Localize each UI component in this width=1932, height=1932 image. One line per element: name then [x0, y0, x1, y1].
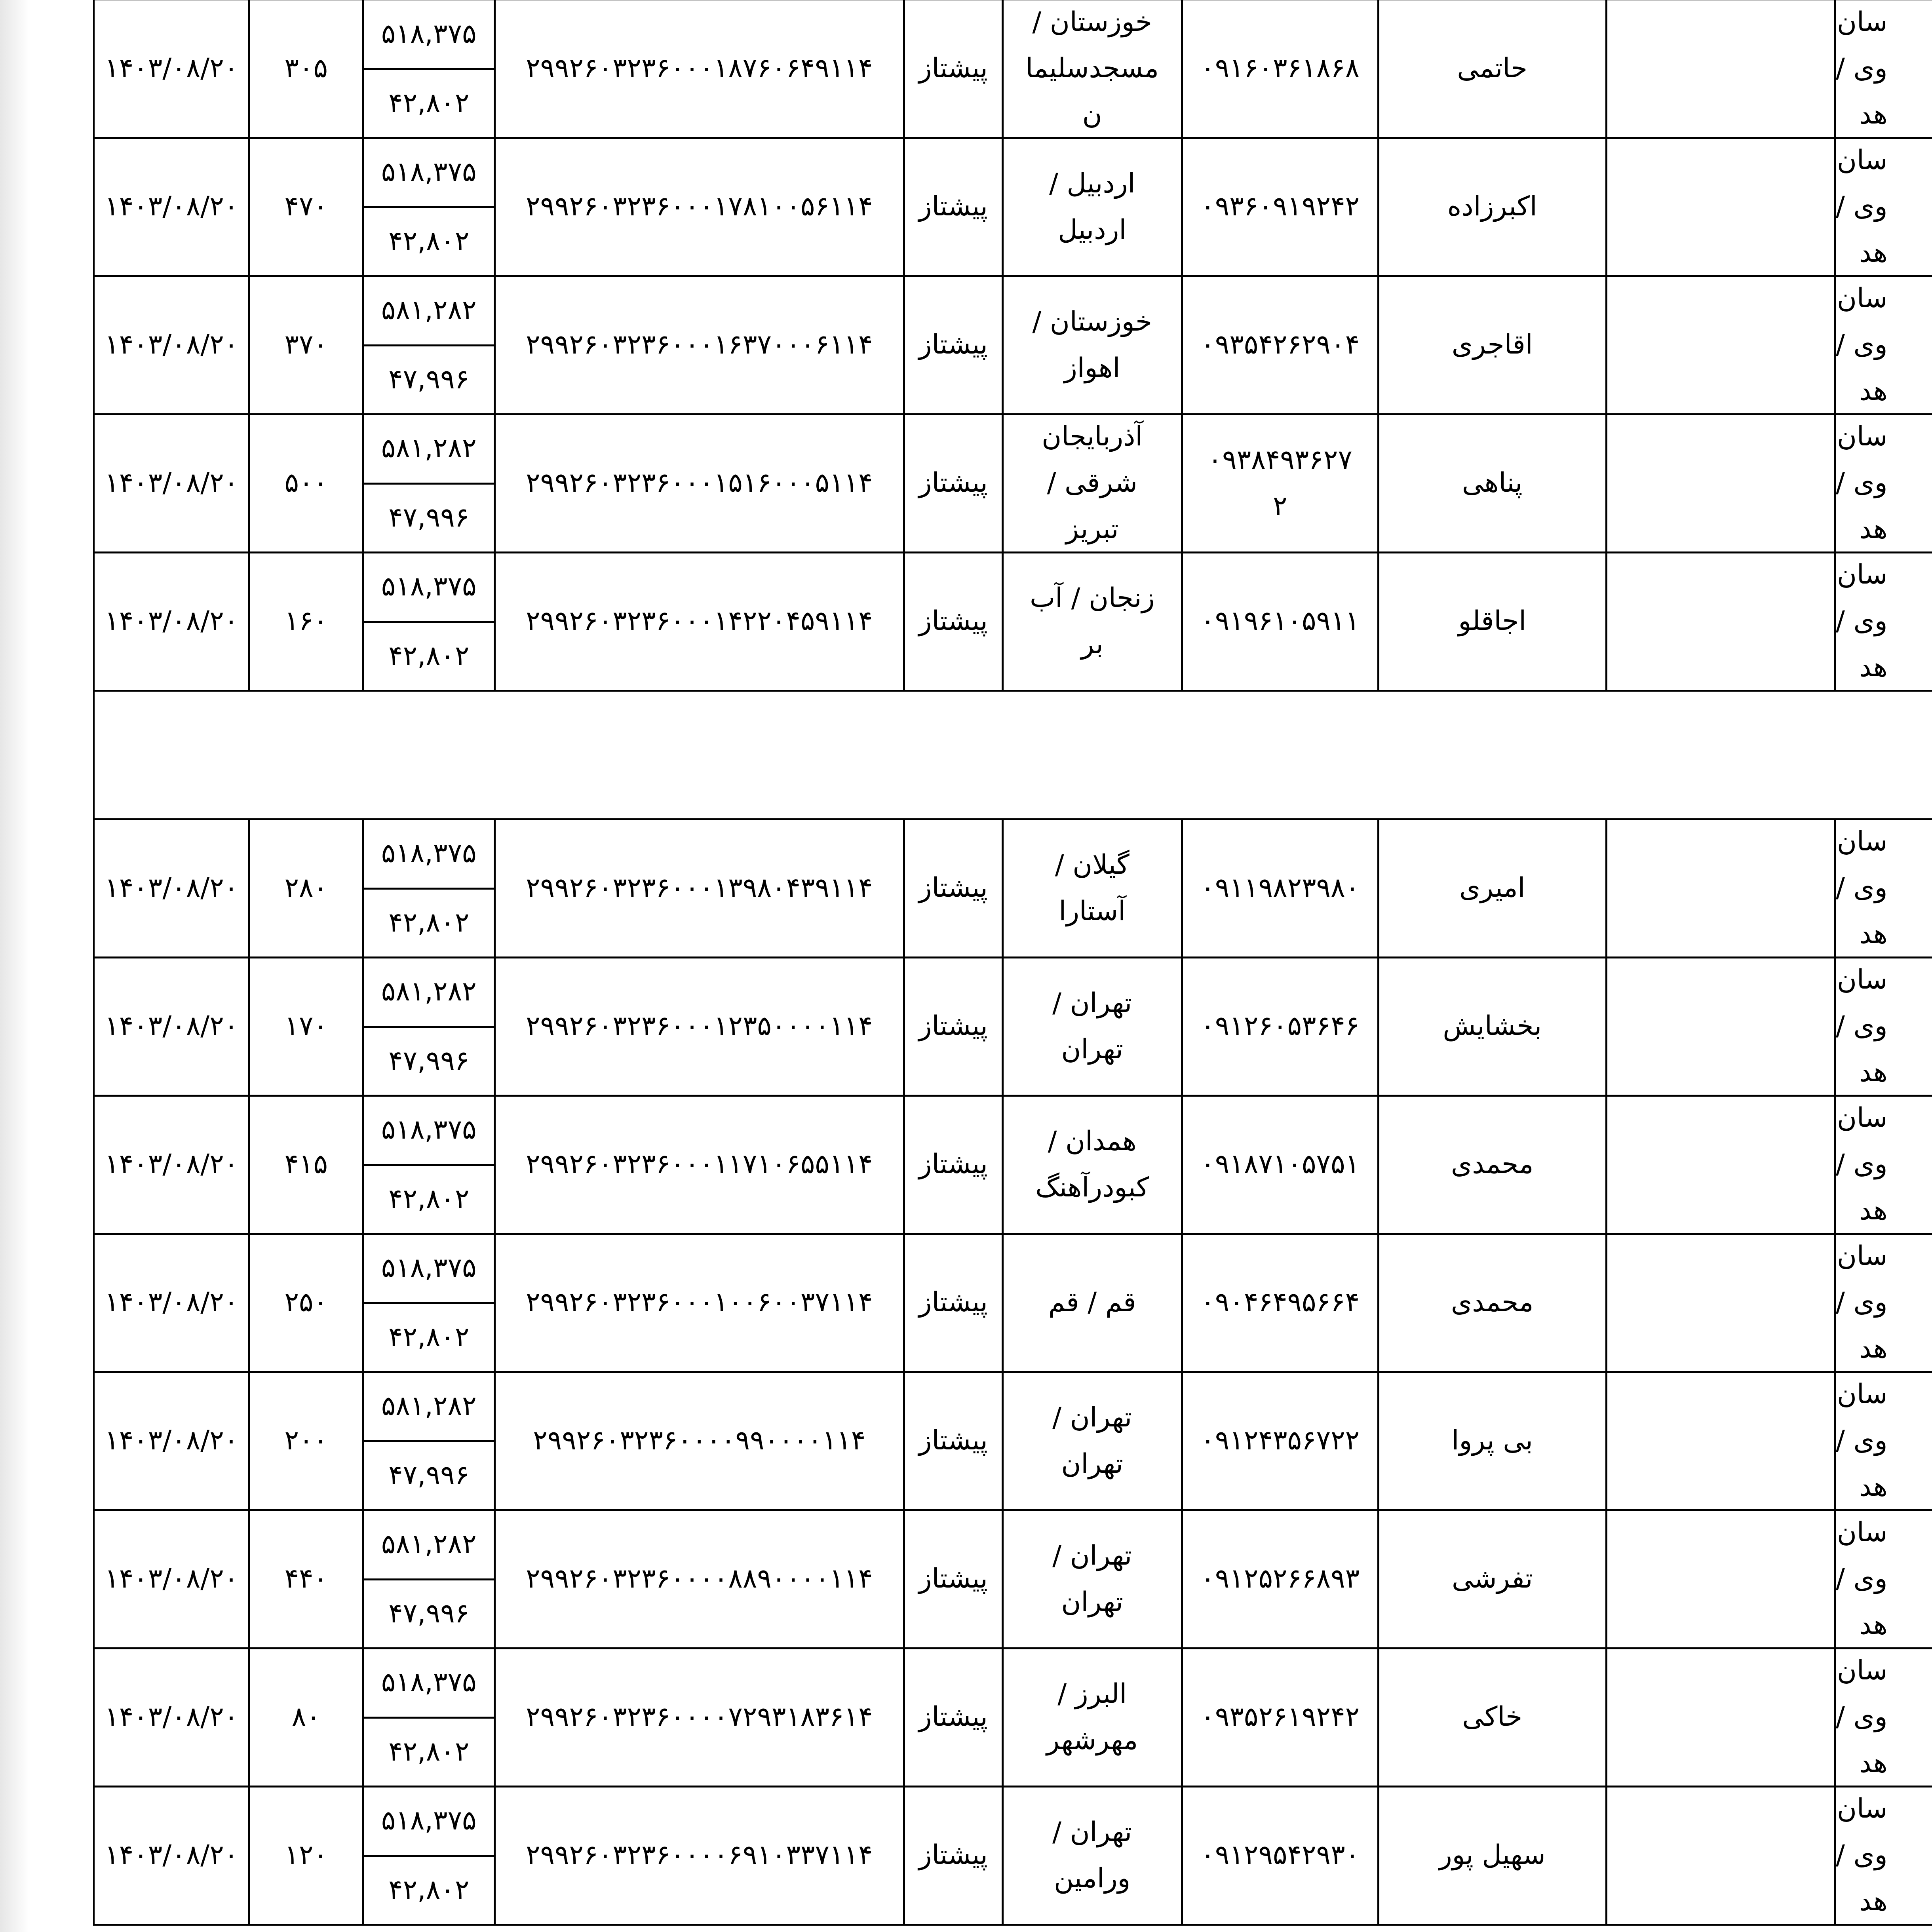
empty-cell	[1605, 956, 1836, 1097]
tax-cell: ۴۲,۸۰۲	[362, 1855, 496, 1926]
weight-cell: ۴۴۰	[248, 1509, 364, 1649]
date-cell: ۱۴۰۳/۰۸/۲۰	[93, 413, 250, 553]
empty-cell	[1605, 1647, 1836, 1787]
phone-cell: ۰۹۱۲۴۳۵۶۷۲۲	[1181, 1371, 1379, 1511]
service-type-cell: پیشتاز	[903, 0, 1004, 139]
destination-cell: همدان / کبودرآهنگ	[1002, 1095, 1183, 1235]
phone-cell: ۰۹۳۵۴۲۶۲۹۰۴	[1181, 275, 1379, 415]
weight-cell: ۳۷۰	[248, 275, 364, 415]
recipient-name-cell: اقاجری	[1377, 275, 1607, 415]
recipient-name-cell: سهیل پور	[1377, 1786, 1607, 1926]
phone-cell: ۰۹۰۴۶۴۹۵۶۶۴	[1181, 1233, 1379, 1373]
tax-cell: ۴۲,۸۰۲	[362, 1717, 496, 1787]
amount-cell: ۵۸۱,۲۸۲	[362, 956, 496, 1028]
empty-cell	[1605, 1786, 1836, 1926]
tax-cell: ۴۷,۹۹۶	[362, 344, 496, 415]
tracking-number-cell: ۲۹۹۲۶۰۳۲۳۶۰۰۰۱۵۱۶۰۰۰۵۱۱۴	[494, 413, 905, 553]
origin-cell: سان وی / هد	[1834, 1371, 1932, 1511]
recipient-name-cell: تفرشی	[1377, 1509, 1607, 1649]
amount-cell: ۵۱۸,۳۷۵	[362, 551, 496, 623]
origin-cell: سان وی / هد	[1834, 1233, 1932, 1373]
date-cell: ۱۴۰۳/۰۸/۲۰	[93, 137, 250, 277]
tracking-number-cell: ۲۹۹۲۶۰۳۲۳۶۰۰۰۱۳۹۸۰۴۳۹۱۱۴	[494, 818, 905, 958]
origin-cell: سان وی / هد	[1834, 1786, 1932, 1926]
amount-cell: ۵۱۸,۳۷۵	[362, 137, 496, 208]
phone-cell: ۰۹۱۶۰۳۶۱۸۶۸	[1181, 0, 1379, 139]
phone-cell: ۰۹۱۸۷۱۰۵۷۵۱	[1181, 1095, 1379, 1235]
recipient-name-cell: بی پروا	[1377, 1371, 1607, 1511]
tracking-number-cell: ۲۹۹۲۶۰۳۲۳۶۰۰۰۰۷۲۹۳۱۸۳۶۱۴	[494, 1647, 905, 1787]
recipient-name-cell: اکبرزاده	[1377, 137, 1607, 277]
date-cell: ۱۴۰۳/۰۸/۲۰	[93, 0, 250, 139]
origin-cell: سان وی / هد	[1834, 0, 1932, 139]
phone-cell: ۰۹۱۹۶۱۰۵۹۱۱	[1181, 551, 1379, 692]
origin-cell: سان وی / هد	[1834, 818, 1932, 958]
page-break-gap	[93, 690, 1932, 818]
destination-cell: البرز / مهرشهر	[1002, 1647, 1183, 1787]
destination-cell: تهران / تهران	[1002, 956, 1183, 1097]
empty-cell	[1605, 1509, 1836, 1649]
service-type-cell: پیشتاز	[903, 1509, 1004, 1649]
weight-cell: ۱۶۰	[248, 551, 364, 692]
destination-cell: اردبیل / اردبیل	[1002, 137, 1183, 277]
weight-cell: ۳۰۵	[248, 0, 364, 139]
service-type-cell: پیشتاز	[903, 551, 1004, 692]
origin-cell: سان وی / هد	[1834, 956, 1932, 1097]
amount-cell: ۵۱۸,۳۷۵	[362, 1095, 496, 1166]
service-type-cell: پیشتاز	[903, 1095, 1004, 1235]
amount-cell: ۵۸۱,۲۸۲	[362, 1371, 496, 1442]
tax-cell: ۴۷,۹۹۶	[362, 1578, 496, 1649]
date-cell: ۱۴۰۳/۰۸/۲۰	[93, 551, 250, 692]
empty-cell	[1605, 1371, 1836, 1511]
recipient-name-cell: محمدی	[1377, 1095, 1607, 1235]
service-type-cell: پیشتاز	[903, 818, 1004, 958]
service-type-cell: پیشتاز	[903, 1233, 1004, 1373]
destination-cell: آذربایجان شرقی / تبریز	[1002, 413, 1183, 553]
date-cell: ۱۴۰۳/۰۸/۲۰	[93, 1095, 250, 1235]
tax-cell: ۴۷,۹۹۶	[362, 1026, 496, 1097]
amount-cell: ۵۸۱,۲۸۲	[362, 275, 496, 346]
date-cell: ۱۴۰۳/۰۸/۲۰	[93, 1509, 250, 1649]
destination-cell: تهران / ورامین	[1002, 1786, 1183, 1926]
weight-cell: ۲۵۰	[248, 1233, 364, 1373]
origin-cell: سان وی / هد	[1834, 413, 1932, 553]
destination-cell: قم / قم	[1002, 1233, 1183, 1373]
date-cell: ۱۴۰۳/۰۸/۲۰	[93, 956, 250, 1097]
recipient-name-cell: محمدی	[1377, 1233, 1607, 1373]
origin-cell: سان وی / هد	[1834, 275, 1932, 415]
date-cell: ۱۴۰۳/۰۸/۲۰	[93, 275, 250, 415]
weight-cell: ۲۸۰	[248, 818, 364, 958]
tax-cell: ۴۲,۸۰۲	[362, 1302, 496, 1373]
date-cell: ۱۴۰۳/۰۸/۲۰	[93, 1371, 250, 1511]
tracking-number-cell: ۲۹۹۲۶۰۳۲۳۶۰۰۰۱۸۷۶۰۶۴۹۱۱۴	[494, 0, 905, 139]
date-cell: ۱۴۰۳/۰۸/۲۰	[93, 1786, 250, 1926]
amount-cell: ۵۱۸,۳۷۵	[362, 1647, 496, 1719]
destination-cell: تهران / تهران	[1002, 1371, 1183, 1511]
weight-cell: ۵۰۰	[248, 413, 364, 553]
origin-cell: سان وی / هد	[1834, 137, 1932, 277]
destination-cell: زنجان / آب بر	[1002, 551, 1183, 692]
page-edge-shadow	[0, 0, 29, 1932]
phone-cell: ۰۹۳۸۴۹۳۶۲۷ ۲	[1181, 413, 1379, 553]
empty-cell	[1605, 1095, 1836, 1235]
weight-cell: ۴۷۰	[248, 137, 364, 277]
service-type-cell: پیشتاز	[903, 413, 1004, 553]
phone-cell: ۰۹۳۶۰۹۱۹۲۴۲	[1181, 137, 1379, 277]
tax-cell: ۴۷,۹۹۶	[362, 1440, 496, 1511]
origin-cell: سان وی / هد	[1834, 551, 1932, 692]
origin-cell: سان وی / هد	[1834, 1647, 1932, 1787]
service-type-cell: پیشتاز	[903, 275, 1004, 415]
tracking-number-cell: ۲۹۹۲۶۰۳۲۳۶۰۰۰۱۲۳۵۰۰۰۰۱۱۴	[494, 956, 905, 1097]
shipment-list[interactable]	[93, 0, 1932, 1932]
amount-cell: ۵۱۸,۳۷۵	[362, 818, 496, 890]
phone-cell: ۰۹۱۱۹۸۲۳۹۸۰	[1181, 818, 1379, 958]
amount-cell: ۵۸۱,۲۸۲	[362, 1509, 496, 1580]
phone-cell: ۰۹۱۲۶۰۵۳۶۴۶	[1181, 956, 1379, 1097]
recipient-name-cell: اجاقلو	[1377, 551, 1607, 692]
service-type-cell: پیشتاز	[903, 1371, 1004, 1511]
amount-cell: ۵۱۸,۳۷۵	[362, 1233, 496, 1304]
tax-cell: ۴۲,۸۰۲	[362, 888, 496, 958]
destination-cell: خوزستان / اهواز	[1002, 275, 1183, 415]
weight-cell: ۱۷۰	[248, 956, 364, 1097]
recipient-name-cell: پناهی	[1377, 413, 1607, 553]
phone-cell: ۰۹۱۲۵۲۶۶۸۹۳	[1181, 1509, 1379, 1649]
origin-cell: سان وی / هد	[1834, 1509, 1932, 1649]
empty-cell	[1605, 818, 1836, 958]
weight-cell: ۲۰۰	[248, 1371, 364, 1511]
tracking-number-cell: ۲۹۹۲۶۰۳۲۳۶۰۰۰۱۴۲۲۰۴۵۹۱۱۴	[494, 551, 905, 692]
recipient-name-cell: امیری	[1377, 818, 1607, 958]
tracking-number-cell: ۲۹۹۲۶۰۳۲۳۶۰۰۰۰۸۸۹۰۰۰۰۱۱۴	[494, 1509, 905, 1649]
date-cell: ۱۴۰۳/۰۸/۲۰	[93, 1647, 250, 1787]
destination-cell: خوزستان / مسجدسلیما ن	[1002, 0, 1183, 139]
tracking-number-cell: ۲۹۹۲۶۰۳۲۳۶۰۰۰۱۷۸۱۰۰۵۶۱۱۴	[494, 137, 905, 277]
origin-cell: سان وی / هد	[1834, 1095, 1932, 1235]
tracking-number-cell: ۲۹۹۲۶۰۳۲۳۶۰۰۰۱۰۰۶۰۰۳۷۱۱۴	[494, 1233, 905, 1373]
tracking-number-cell: ۲۹۹۲۶۰۳۲۳۶۰۰۰۰۹۹۰۰۰۰۱۱۴	[494, 1371, 905, 1511]
service-type-cell: پیشتاز	[903, 956, 1004, 1097]
recipient-name-cell: خاکی	[1377, 1647, 1607, 1787]
tracking-number-cell: ۲۹۹۲۶۰۳۲۳۶۰۰۰۱۱۷۱۰۶۵۵۱۱۴	[494, 1095, 905, 1235]
tracking-number-cell: ۲۹۹۲۶۰۳۲۳۶۰۰۰۱۶۳۷۰۰۰۶۱۱۴	[494, 275, 905, 415]
destination-cell: تهران / تهران	[1002, 1509, 1183, 1649]
tax-cell: ۴۲,۸۰۲	[362, 206, 496, 277]
amount-cell: ۵۱۸,۳۷۵	[362, 1786, 496, 1857]
date-cell: ۱۴۰۳/۰۸/۲۰	[93, 818, 250, 958]
destination-cell: گیلان / آستارا	[1002, 818, 1183, 958]
weight-cell: ۴۱۵	[248, 1095, 364, 1235]
service-type-cell: پیشتاز	[903, 137, 1004, 277]
tracking-number-cell: ۲۹۹۲۶۰۳۲۳۶۰۰۰۰۶۹۱۰۳۳۷۱۱۴	[494, 1786, 905, 1926]
phone-cell: ۰۹۱۲۹۵۴۲۹۳۰	[1181, 1786, 1379, 1926]
service-type-cell: پیشتاز	[903, 1786, 1004, 1926]
tax-cell: ۴۲,۸۰۲	[362, 621, 496, 692]
phone-cell: ۰۹۳۵۲۶۱۹۲۴۲	[1181, 1647, 1379, 1787]
empty-cell	[1605, 1233, 1836, 1373]
weight-cell: ۸۰	[248, 1647, 364, 1787]
recipient-name-cell: بخشایش	[1377, 956, 1607, 1097]
recipient-name-cell: حاتمی	[1377, 0, 1607, 139]
date-cell: ۱۴۰۳/۰۸/۲۰	[93, 1233, 250, 1373]
weight-cell: ۱۲۰	[248, 1786, 364, 1926]
amount-cell: ۵۱۸,۳۷۵	[362, 0, 496, 70]
service-type-cell: پیشتاز	[903, 1647, 1004, 1787]
shipment-table-bottom	[93, 0, 1932, 1932]
amount-cell: ۵۸۱,۲۸۲	[362, 413, 496, 485]
tax-cell: ۴۲,۸۰۲	[362, 1164, 496, 1235]
tax-cell: ۴۲,۸۰۲	[362, 68, 496, 139]
tax-cell: ۴۷,۹۹۶	[362, 483, 496, 553]
